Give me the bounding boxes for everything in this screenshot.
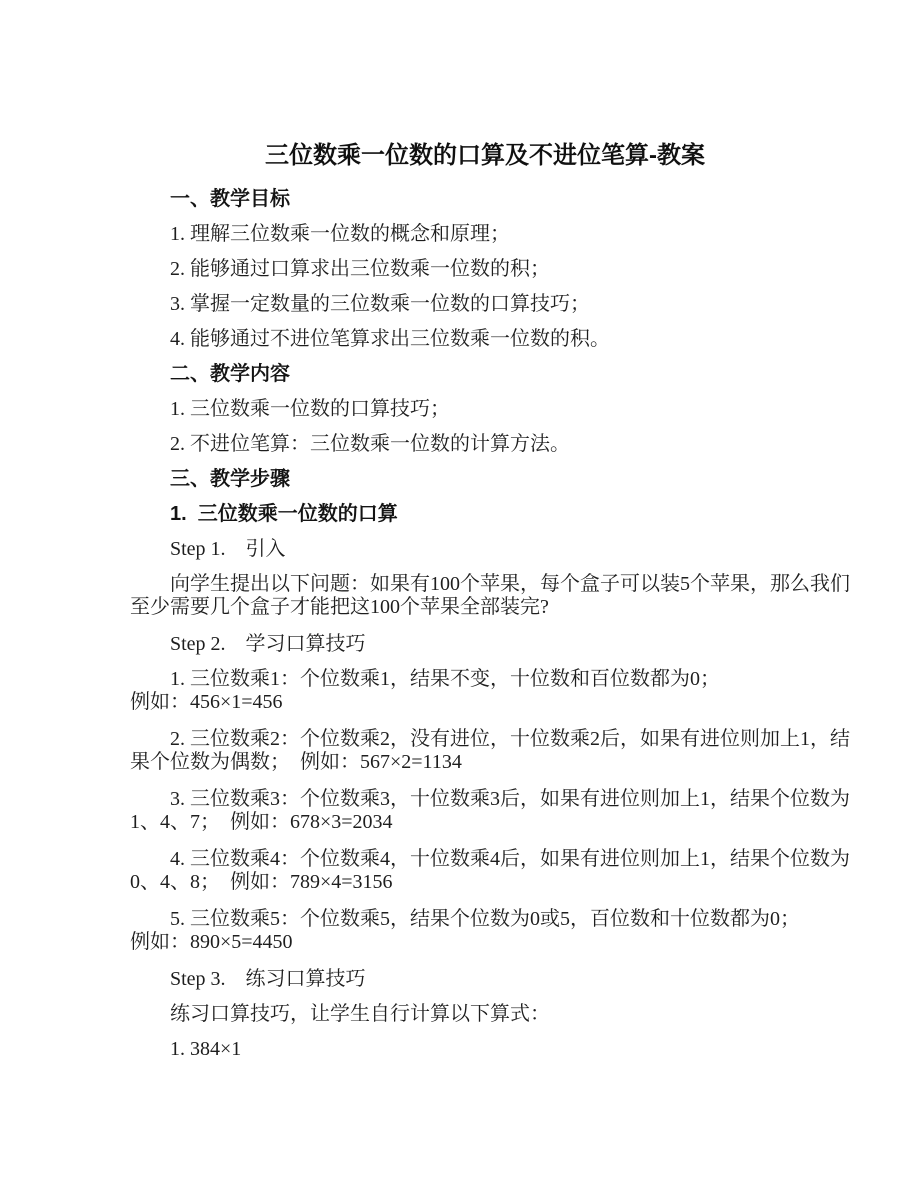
paragraph (130, 908, 840, 954)
text-line: 至少需要几个盒子才能把这100个苹果全部装完? (130, 596, 549, 618)
paragraph (130, 668, 840, 714)
text-line: 4. 能够通过不进位笔算求出三位数乘一位数的积。 (170, 328, 610, 350)
paragraph (130, 398, 840, 421)
paragraph (130, 328, 840, 351)
paragraph (130, 788, 850, 834)
paragraph (130, 633, 840, 656)
text-line: 练习口算技巧，让学生自行计算以下算式： (170, 1003, 550, 1025)
section-heading: 二、教学内容 (170, 363, 290, 385)
text-line: 3. 掌握一定数量的三位数乘一位数的口算技巧； (170, 293, 590, 315)
paragraph (130, 1038, 840, 1061)
paragraph (130, 293, 840, 316)
paragraph (130, 573, 850, 619)
document-content (130, 140, 850, 1073)
document-title: 三位数乘一位数的口算及不进位笔算-教案 (265, 142, 705, 169)
paragraph (130, 258, 840, 281)
text-line: 1. 理解三位数乘一位数的概念和原理； (170, 223, 510, 245)
text-line: 3. 三位数乘3：个位数乘3，十位数乘3后，如果有进位则加上1，结果个位数为 (170, 788, 850, 810)
text-line: 例如：456×1=456 (130, 691, 283, 713)
section-heading: 三、教学步骤 (170, 468, 290, 490)
paragraph (130, 223, 840, 246)
text-line: 例如：890×5=4450 (130, 931, 293, 953)
text-line: 2. 能够通过口算求出三位数乘一位数的积； (170, 258, 550, 280)
text-line: 4. 三位数乘4：个位数乘4，十位数乘4后，如果有进位则加上1，结果个位数为 (170, 848, 850, 870)
sub-heading: 1. 三位数乘一位数的口算 (170, 503, 398, 525)
text-line: 1、4、7； 例如：678×3=2034 (130, 811, 393, 833)
paragraph (130, 848, 850, 894)
text-line: 果个位数为偶数； 例如：567×2=1134 (130, 751, 462, 773)
paragraph (130, 538, 840, 561)
document-body (130, 188, 850, 1061)
paragraph (130, 728, 850, 774)
text-line: 向学生提出以下问题：如果有100个苹果，每个盒子可以装5个苹果，那么我们 (170, 573, 850, 595)
text-line: 0、4、8； 例如：789×4=3156 (130, 871, 393, 893)
paragraph (130, 433, 840, 456)
text-line: 1. 三位数乘一位数的口算技巧； (170, 398, 450, 420)
paragraph (130, 968, 840, 991)
text-line: 2. 不进位笔算：三位数乘一位数的计算方法。 (170, 433, 570, 455)
text-line: 1. 384×1 (170, 1038, 242, 1060)
section-heading: 一、教学目标 (170, 188, 290, 210)
text-line: Step 2. 学习口算技巧 (170, 633, 366, 655)
text-line: 5. 三位数乘5：个位数乘5，结果个位数为0或5，百位数和十位数都为0； (170, 908, 800, 930)
text-line: Step 3. 练习口算技巧 (170, 968, 366, 990)
paragraph (130, 1003, 840, 1026)
text-line: 1. 三位数乘1：个位数乘1，结果不变，十位数和百位数都为0； (170, 668, 720, 690)
text-line: Step 1. 引入 (170, 538, 286, 560)
text-line: 2. 三位数乘2：个位数乘2，没有进位，十位数乘2后，如果有进位则加上1，结 (170, 728, 850, 750)
